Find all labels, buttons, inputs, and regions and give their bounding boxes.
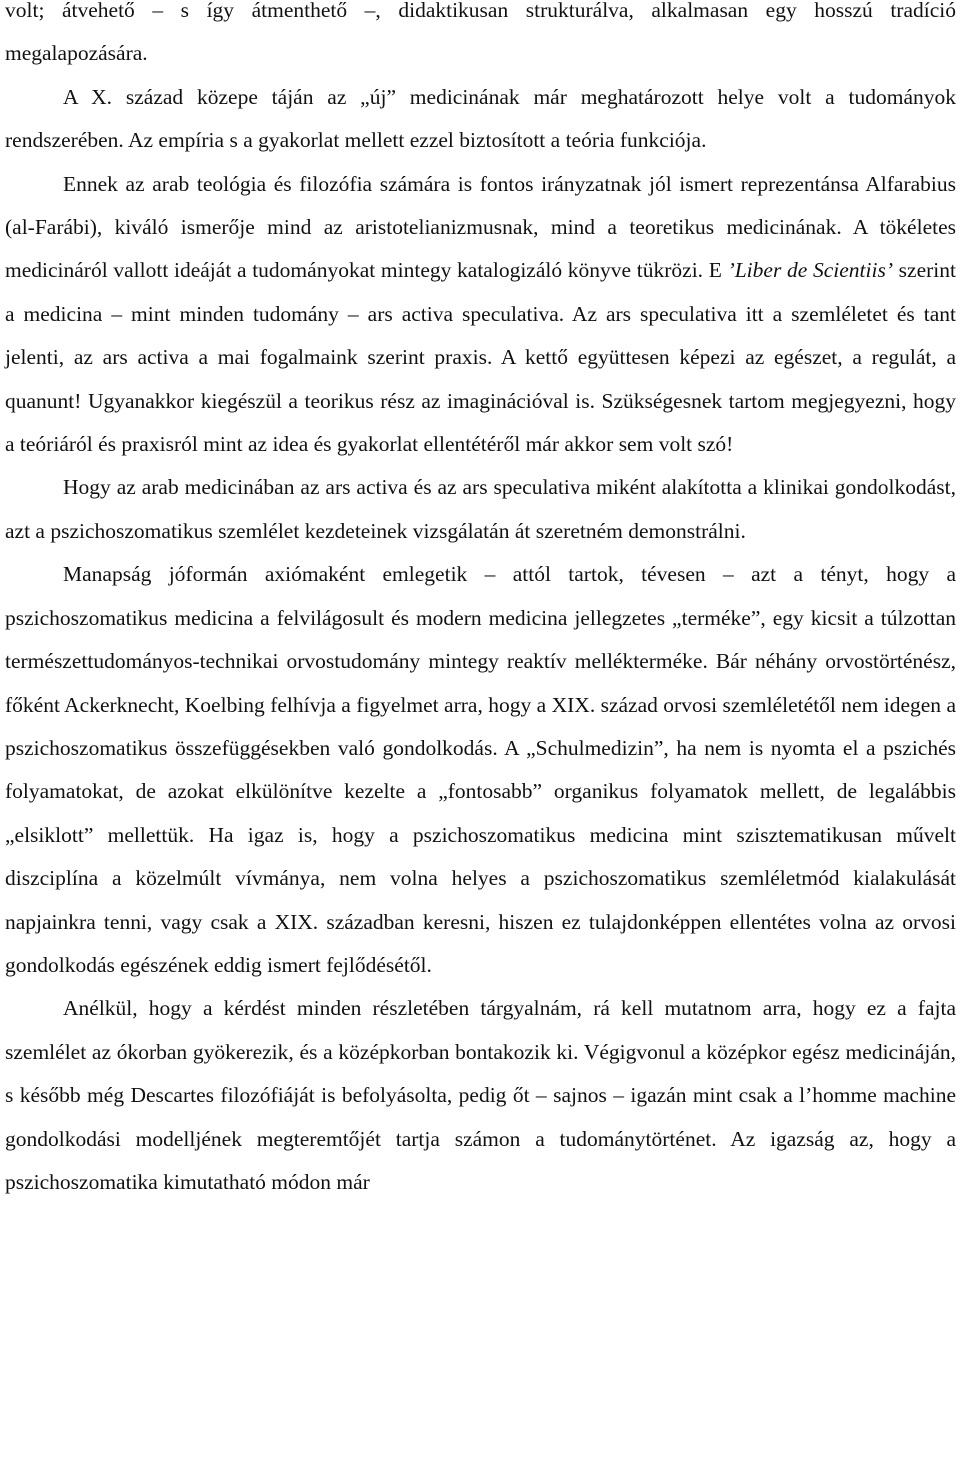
document-body — [5, 0, 956, 1204]
paragraph-text: Manapság jóformán axiómaként emlegetik – attól tartok, tévesen – azt a tényt, hogy a pszichoszomatikus medicina a felvilágosult és modern medicina jellegzetes „terméke”, egy kicsit a túlzottan természettudományos-technikai orvostudomány mintegy reaktív mellékterméke. Bár néhány orvostörténész, főként Ackerknecht, Koelbing felhívja a figyelmet arra, hogy a XIX. század orvosi szemléletétől nem idegen a pszichoszomatikus összefüggésekben való gondolkodás. A „Schulmedizin”, ha nem is nyomta el a pszichés folyamatokat, de azokat elkülönítve kezelte a „fontosabb” organikus folyamatok mellett, de legalábbis „elsiklott” mellettük. Ha igaz is, hogy a pszichoszomatikus medicina mint szisztematikusan művelt diszciplína a közelmúlt vívmánya, nem volna helyes a pszichoszomatikus szemléletmód kialakulását napjainkra tenni, vagy csak a XIX. században keresni, hiszen ez tulajdonképpen ellentétes volna az orvosi gondolkodás egészének eddig ismert fejlődésétől. — [5, 562, 956, 977]
paragraph-text: volt; átvehető – s így átmenthető –, didaktikusan strukturálva, alkalmasan egy hosszú tradíció megalapozására. — [5, 0, 956, 66]
book-title-italic: ’Liber de Scientiis’ — [727, 258, 893, 283]
paragraph-continuation — [5, 0, 956, 76]
paragraph-text: Hogy az arab medicinában az ars activa és az ars speculativa miként alakította a klinikai gondolkodást, azt a pszichoszomatikus szemlélet kezdeteinek vizsgálatán át szeretném demonstrálni. — [5, 475, 956, 543]
paragraph-antiquity — [5, 987, 956, 1204]
paragraph-ars-activa — [5, 466, 956, 553]
paragraph-alfarabius — [5, 163, 956, 467]
paragraph-text: Anélkül, hogy a kérdést minden részletében tárgyalnám, rá kell mutatnom arra, hogy ez a fajta szemlélet az ókorban gyökerezik, és a középkorban bontakozik ki. Végigvonul a középkor egész medicináján, s később még Descartes filozófiáját is befolyásolta, pedig őt – sajnos – igazán mint csak a l’homme machine gondolkodási modelljének megteremtőjét tartja számon a tudománytörténet. Az igazság az, hogy a pszichoszomatika kimutatható módon már — [5, 996, 956, 1194]
paragraph-new-medicine — [5, 76, 956, 163]
paragraph-text: Ennek az arab teológia és filozófia számára is fontos irányzatnak jól ismert reprezentánsa Alfarabius (al-Farábi), kiváló ismerője mind az aristotelianizmusnak, mind a teoretikus medicinának. A tökéletes medicináról vallott ideáját a tudományokat mintegy katalogizáló könyve tükrözi. E — [5, 171, 956, 283]
paragraph-psychosomatic — [5, 553, 956, 987]
paragraph-text: A X. század közepe táján az „új” medicinának már meghatározott helye volt a tudományok rendszerében. Az empíria s a gyakorlat mellett ezzel biztosított a teória funkciója. — [5, 84, 956, 153]
paragraph-text: szerint a medicina – mint minden tudomány – ars activa speculativa. Az ars speculativa itt a szemléletet és tant jelenti, az ars activa a mai fogalmaink szerint praxis. A kettő együttesen képezi az egészet, a regulát, a quanunt! Ugyanakkor kiegészül a teorikus rész az imaginációval is. Szükségesnek tartom megjegyezni, hogy a teóriáról és praxisról mint az idea és gyakorlat ellentétéről már akkor sem volt szó! — [5, 258, 956, 457]
